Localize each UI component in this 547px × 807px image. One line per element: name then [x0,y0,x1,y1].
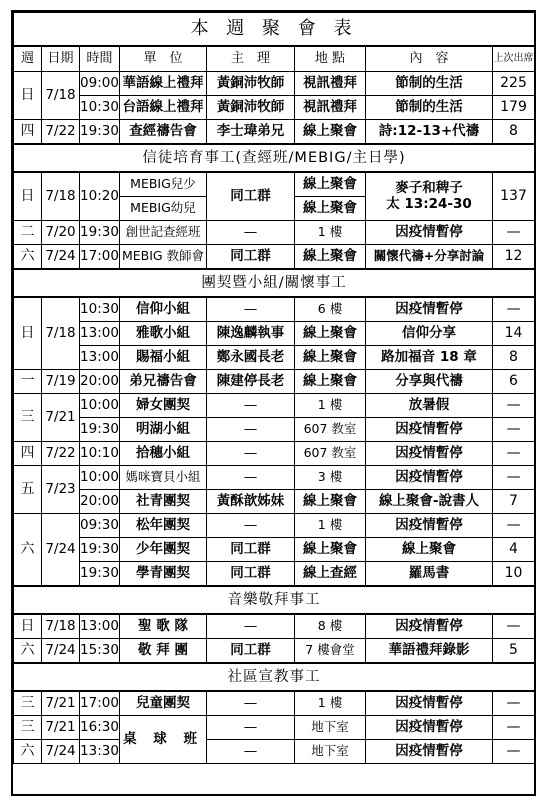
unit-cell: 弟兄禱告會 [120,370,207,394]
place-cell: 607 教室 [295,418,366,442]
header-unit: 單 位 [120,46,207,72]
place-cell: 地下室 [295,740,366,764]
day-cell: 日 [14,297,42,370]
weekly-meeting-schedule [11,10,536,796]
date-cell: 7/23 [42,466,80,514]
time-cell: 19:30 [80,538,120,562]
time-cell: 20:00 [80,490,120,514]
host-cell: — [207,394,295,418]
header-time: 時間 [80,46,120,72]
unit-cell: 媽咪寶貝小組 [120,466,207,490]
day-cell: 一 [14,370,42,394]
section-heading: 團契暨小組/關懷事工 [14,269,535,297]
place-cell: 線上聚會 [295,370,366,394]
count-cell: 7 [493,490,535,514]
host-cell: 黃銅沛牧師 [207,72,295,96]
date-cell: 7/18 [42,72,80,120]
table-row [14,418,535,442]
host-cell: — [207,514,295,538]
content-cell: 線上聚會-說書人 [366,490,493,514]
header-day: 週 [14,46,42,72]
day-cell: 二 [14,221,42,245]
content-cell: 羅馬書 [366,562,493,587]
count-cell: — [493,614,535,639]
content-line: 太 13:24-30 [386,195,472,212]
section-heading: 信徒培育事工(查經班/MEBIG/主日學) [14,144,535,172]
count-cell: — [493,221,535,245]
table-row [14,120,535,145]
unit-cell: 賜福小組 [120,346,207,370]
day-cell: 日 [14,614,42,639]
day-cell: 三 [14,716,42,740]
unit-cell: 查經禱告會 [120,120,207,145]
place-cell: 7 樓會堂 [295,639,366,664]
content-cell: 路加福音 18 章 [366,346,493,370]
host-cell: 同工群 [207,245,295,270]
host-cell: 李士瑋弟兄 [207,120,295,145]
content-cell: 節制的生活 [366,72,493,96]
time-cell: 13:00 [80,322,120,346]
day-cell: 五 [14,466,42,514]
place-cell: 3 樓 [295,466,366,490]
host-cell: — [207,716,295,740]
table-row [14,639,535,664]
header-last-attendance: 上次出席 [493,46,535,72]
table-row [14,297,535,322]
table-row [14,716,535,740]
table-row [14,172,535,197]
host-cell: — [207,691,295,716]
content-cell: 因疫情暫停 [366,418,493,442]
date-cell: 7/18 [42,297,80,370]
table-row [14,466,535,490]
content-cell: 詩:12-13+代禱 [366,120,493,145]
date-cell: 7/22 [42,120,80,145]
count-cell: 5 [493,639,535,664]
count-cell: 179 [493,96,535,120]
day-cell: 四 [14,120,42,145]
unit-cell: 台語線上禮拜 [120,96,207,120]
time-cell: 16:30 [80,716,120,740]
day-cell: 六 [14,245,42,270]
content-cell: 節制的生活 [366,96,493,120]
date-cell: 7/18 [42,614,80,639]
count-cell: 225 [493,72,535,96]
count-cell: 8 [493,120,535,145]
content-cell: 線上聚會 [366,538,493,562]
host-cell: 黃酥歆姊妹 [207,490,295,514]
content-cell: 因疫情暫停 [366,740,493,764]
host-cell: — [207,740,295,764]
page-title: 本 週 聚 會 表 [14,13,535,47]
count-cell: — [493,442,535,466]
table-row [14,370,535,394]
date-cell: 7/24 [42,245,80,270]
time-cell: 19:30 [80,562,120,587]
day-cell: 六 [14,639,42,664]
date-cell: 7/19 [42,370,80,394]
content-cell: 分享與代禱 [366,370,493,394]
table-row [14,442,535,466]
host-cell: 同工群 [207,562,295,587]
unit-cell: 社青團契 [120,490,207,514]
host-cell: — [207,614,295,639]
unit-cell: 華語線上禮拜 [120,72,207,96]
section-heading: 社區宣教事工 [14,663,535,691]
table-row [14,490,535,514]
place-cell: 線上聚會 [295,346,366,370]
header-content: 內 容 [366,46,493,72]
place-cell: 線上聚會 [295,120,366,145]
date-cell: 7/20 [42,221,80,245]
unit-cell: 敬 拜 團 [120,639,207,664]
count-cell: 10 [493,562,535,587]
time-cell: 10:30 [80,297,120,322]
day-cell: 六 [14,514,42,587]
date-cell: 7/24 [42,740,80,764]
host-cell: — [207,418,295,442]
time-cell: 13:00 [80,346,120,370]
day-cell: 四 [14,442,42,466]
time-cell: 10:00 [80,466,120,490]
count-cell: 6 [493,370,535,394]
host-cell: 同工群 [207,538,295,562]
host-cell: 黃銅沛牧師 [207,96,295,120]
content-cell: 信仰分享 [366,322,493,346]
content-cell: 因疫情暫停 [366,297,493,322]
content-cell: 因疫情暫停 [366,614,493,639]
unit-cell: 少年團契 [120,538,207,562]
content-cell: 放暑假 [366,394,493,418]
time-cell: 09:00 [80,72,120,96]
place-cell: 線上聚會 [295,245,366,270]
place-cell: 線上聚會 [295,322,366,346]
place-cell: 線上聚會 [295,197,366,221]
host-cell: 同工群 [207,172,295,221]
count-cell: 137 [493,172,535,221]
header-date: 日期 [42,46,80,72]
time-cell: 15:30 [80,639,120,664]
count-cell: — [493,740,535,764]
table-row [14,72,535,96]
unit-cell: 婦女團契 [120,394,207,418]
count-cell: 14 [493,322,535,346]
content-line: 麥子和稗子 [395,179,463,196]
place-cell: 1 樓 [295,691,366,716]
table-row [14,538,535,562]
place-cell: 1 樓 [295,394,366,418]
table-row [14,221,535,245]
place-cell: 線上聚會 [295,538,366,562]
time-cell: 19:30 [80,221,120,245]
date-cell: 7/22 [42,442,80,466]
unit-cell: MEBIG幼兒 [120,197,207,221]
unit-cell: 拾穗小組 [120,442,207,466]
table-row [14,562,535,587]
host-cell: — [207,297,295,322]
content-cell: 華語禮拜錄影 [366,639,493,664]
time-cell: 10:10 [80,442,120,466]
count-cell: — [493,514,535,538]
place-cell: 1 樓 [295,514,366,538]
count-cell: 12 [493,245,535,270]
unit-cell: 兒童團契 [120,691,207,716]
count-cell: — [493,466,535,490]
place-cell: 線上聚會 [295,490,366,514]
host-cell: 鄭永國長老 [207,346,295,370]
host-cell: 陳逸麟執事 [207,322,295,346]
table-row [14,514,535,538]
time-cell: 10:30 [80,96,120,120]
day-cell: 六 [14,740,42,764]
day-cell: 日 [14,172,42,221]
date-cell: 7/24 [42,639,80,664]
content-cell: 因疫情暫停 [366,442,493,466]
count-cell: — [493,691,535,716]
place-cell: 6 樓 [295,297,366,322]
schedule-table [13,12,535,764]
host-cell: 陳建停長老 [207,370,295,394]
time-cell: 13:30 [80,740,120,764]
time-cell: 17:00 [80,691,120,716]
count-cell: — [493,418,535,442]
count-cell: — [493,716,535,740]
place-cell: 線上查經 [295,562,366,587]
table-row [14,614,535,639]
table-row [14,740,535,764]
content-cell: 因疫情暫停 [366,514,493,538]
place-cell: 視訊禮拜 [295,72,366,96]
content-cell [366,172,493,221]
count-cell: — [493,394,535,418]
unit-cell: 明湖小組 [120,418,207,442]
content-cell: 因疫情暫停 [366,221,493,245]
unit-cell: MEBIG 教師會 [120,245,207,270]
place-cell: 607 教室 [295,442,366,466]
day-cell: 三 [14,394,42,442]
unit-cell: 聖 歌 隊 [120,614,207,639]
day-cell: 三 [14,691,42,716]
content-cell: 因疫情暫停 [366,716,493,740]
host-cell: — [207,466,295,490]
unit-cell: MEBIG兒少 [120,172,207,197]
table-row [14,322,535,346]
header-host: 主 理 [207,46,295,72]
time-cell: 13:00 [80,614,120,639]
date-cell: 7/21 [42,716,80,740]
time-cell: 10:20 [80,172,120,221]
content-cell: 因疫情暫停 [366,466,493,490]
unit-cell: 創世記查經班 [120,221,207,245]
table-row [14,245,535,270]
time-cell: 09:30 [80,514,120,538]
unit-cell: 學青團契 [120,562,207,587]
place-cell: 線上聚會 [295,172,366,197]
table-row [14,96,535,120]
host-cell: — [207,221,295,245]
count-cell: 8 [493,346,535,370]
time-cell: 20:00 [80,370,120,394]
count-cell: 4 [493,538,535,562]
time-cell: 19:30 [80,418,120,442]
unit-cell: 信仰小組 [120,297,207,322]
host-cell: — [207,442,295,466]
unit-cell: 桌 球 班 [120,716,207,764]
date-cell: 7/24 [42,514,80,587]
table-row [14,394,535,418]
date-cell: 7/21 [42,394,80,442]
content-cell: 關懷代禱+分享討論 [366,245,493,270]
unit-cell: 松年團契 [120,514,207,538]
host-cell: 同工群 [207,639,295,664]
time-cell: 17:00 [80,245,120,270]
unit-cell: 雅歌小組 [120,322,207,346]
day-cell: 日 [14,72,42,120]
place-cell: 1 樓 [295,221,366,245]
time-cell: 10:00 [80,394,120,418]
table-row [14,691,535,716]
date-cell: 7/21 [42,691,80,716]
table-row [14,346,535,370]
place-cell: 視訊禮拜 [295,96,366,120]
count-cell: — [493,297,535,322]
time-cell: 19:30 [80,120,120,145]
header-place: 地 點 [295,46,366,72]
header-row [14,46,535,72]
place-cell: 8 樓 [295,614,366,639]
section-heading: 音樂敬拜事工 [14,586,535,614]
place-cell: 地下室 [295,716,366,740]
date-cell: 7/18 [42,172,80,221]
content-cell: 因疫情暫停 [366,691,493,716]
